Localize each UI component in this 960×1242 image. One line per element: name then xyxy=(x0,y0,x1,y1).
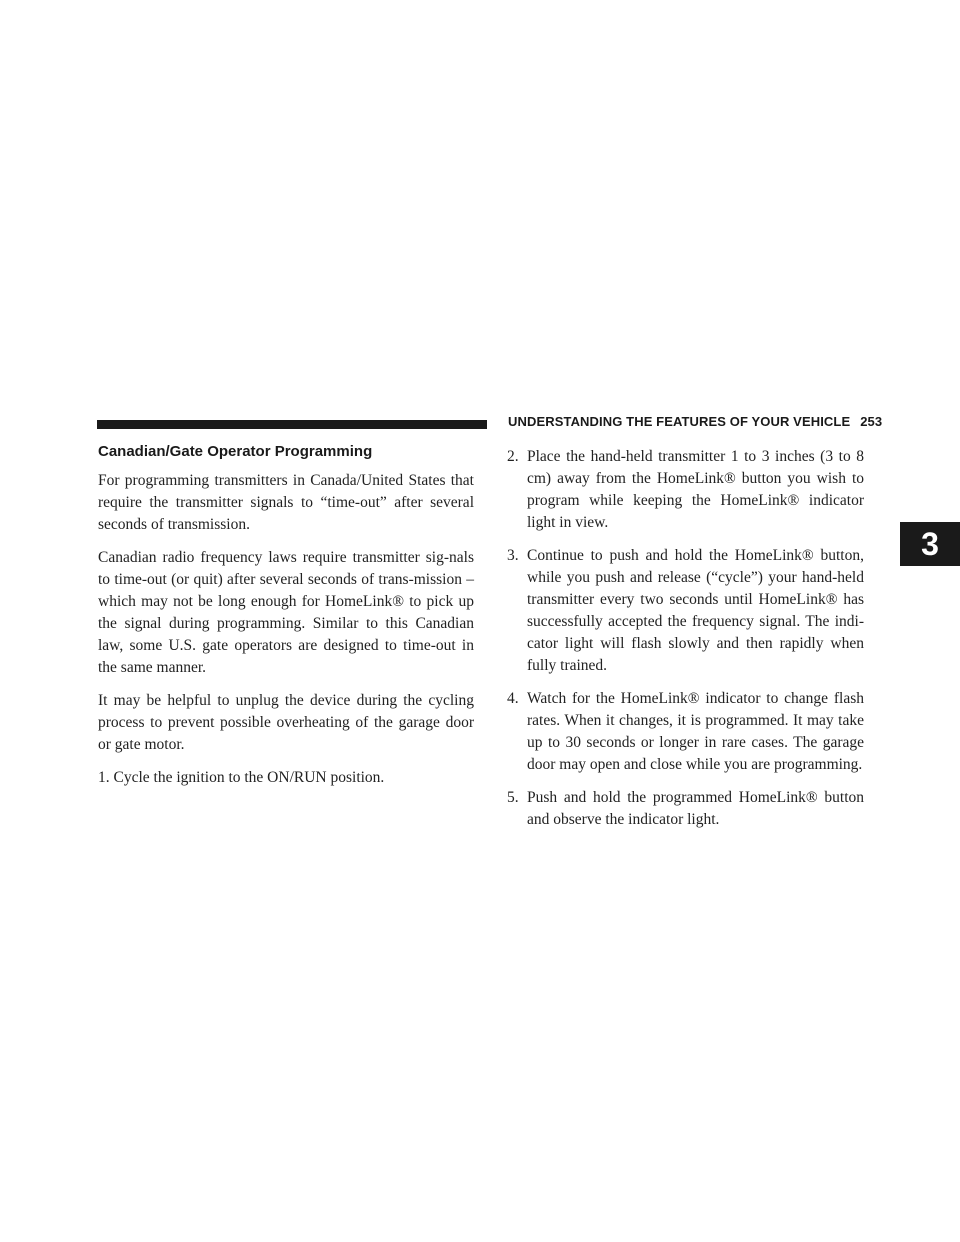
step-number: 2. xyxy=(507,448,519,465)
step-3 xyxy=(485,545,864,677)
header-rule xyxy=(97,420,487,429)
step-4 xyxy=(485,688,864,776)
step-1: 1. Cycle the ignition to the ON/RUN position. xyxy=(98,769,385,786)
paragraph: For programming transmitters in Canada/United States that require the transmitter signals to “time-out” after several seconds of transmission. xyxy=(98,472,474,533)
page-number: 253 xyxy=(860,414,883,429)
step-text: Watch for the HomeLink® indicator to change flash rates. When it changes, it is programmed. It may take up to 30 seconds or longer in rare cases. The garage door may open and close while you are programming. xyxy=(527,690,864,773)
left-column xyxy=(98,443,474,800)
running-header xyxy=(508,414,882,429)
header-title: UNDERSTANDING THE FEATURES OF YOUR VEHICLE xyxy=(508,414,851,429)
paragraph: Canadian radio frequency laws require transmitter sig-nals to time-out (or quit) after several seconds of trans-mission – which may not be long enough for HomeLink® to pick up the signal during programming. Similar to this Canadian law, some U.S. gate operators are designed to time-out in the same manner. xyxy=(98,549,474,676)
step-2 xyxy=(485,446,864,534)
step-text: Place the hand-held transmitter 1 to 3 inches (3 to 8 cm) away from the HomeLink® button you wish to program while keeping the HomeLink® indicator light in view. xyxy=(527,448,864,531)
right-column xyxy=(485,446,864,842)
step-text: Push and hold the programmed HomeLink® button and observe the indicator light. xyxy=(527,789,864,828)
step-number: 5. xyxy=(507,789,519,806)
step-5 xyxy=(485,787,864,831)
step-number: 3. xyxy=(507,547,519,564)
chapter-tab: 3 xyxy=(900,522,960,566)
section-heading: Canadian/Gate Operator Programming xyxy=(98,443,373,460)
step-text: Continue to push and hold the HomeLink® button, while you push and release (“cycle”) your hand-held transmitter every two seconds until HomeLink® has successfully accepted the frequency signal. The indi-cator light will flash slowly and then rapidly when fully trained. xyxy=(527,547,864,674)
step-number: 4. xyxy=(507,690,519,707)
paragraph: It may be helpful to unplug the device during the cycling process to prevent possible overheating of the garage door or gate motor. xyxy=(98,692,474,753)
